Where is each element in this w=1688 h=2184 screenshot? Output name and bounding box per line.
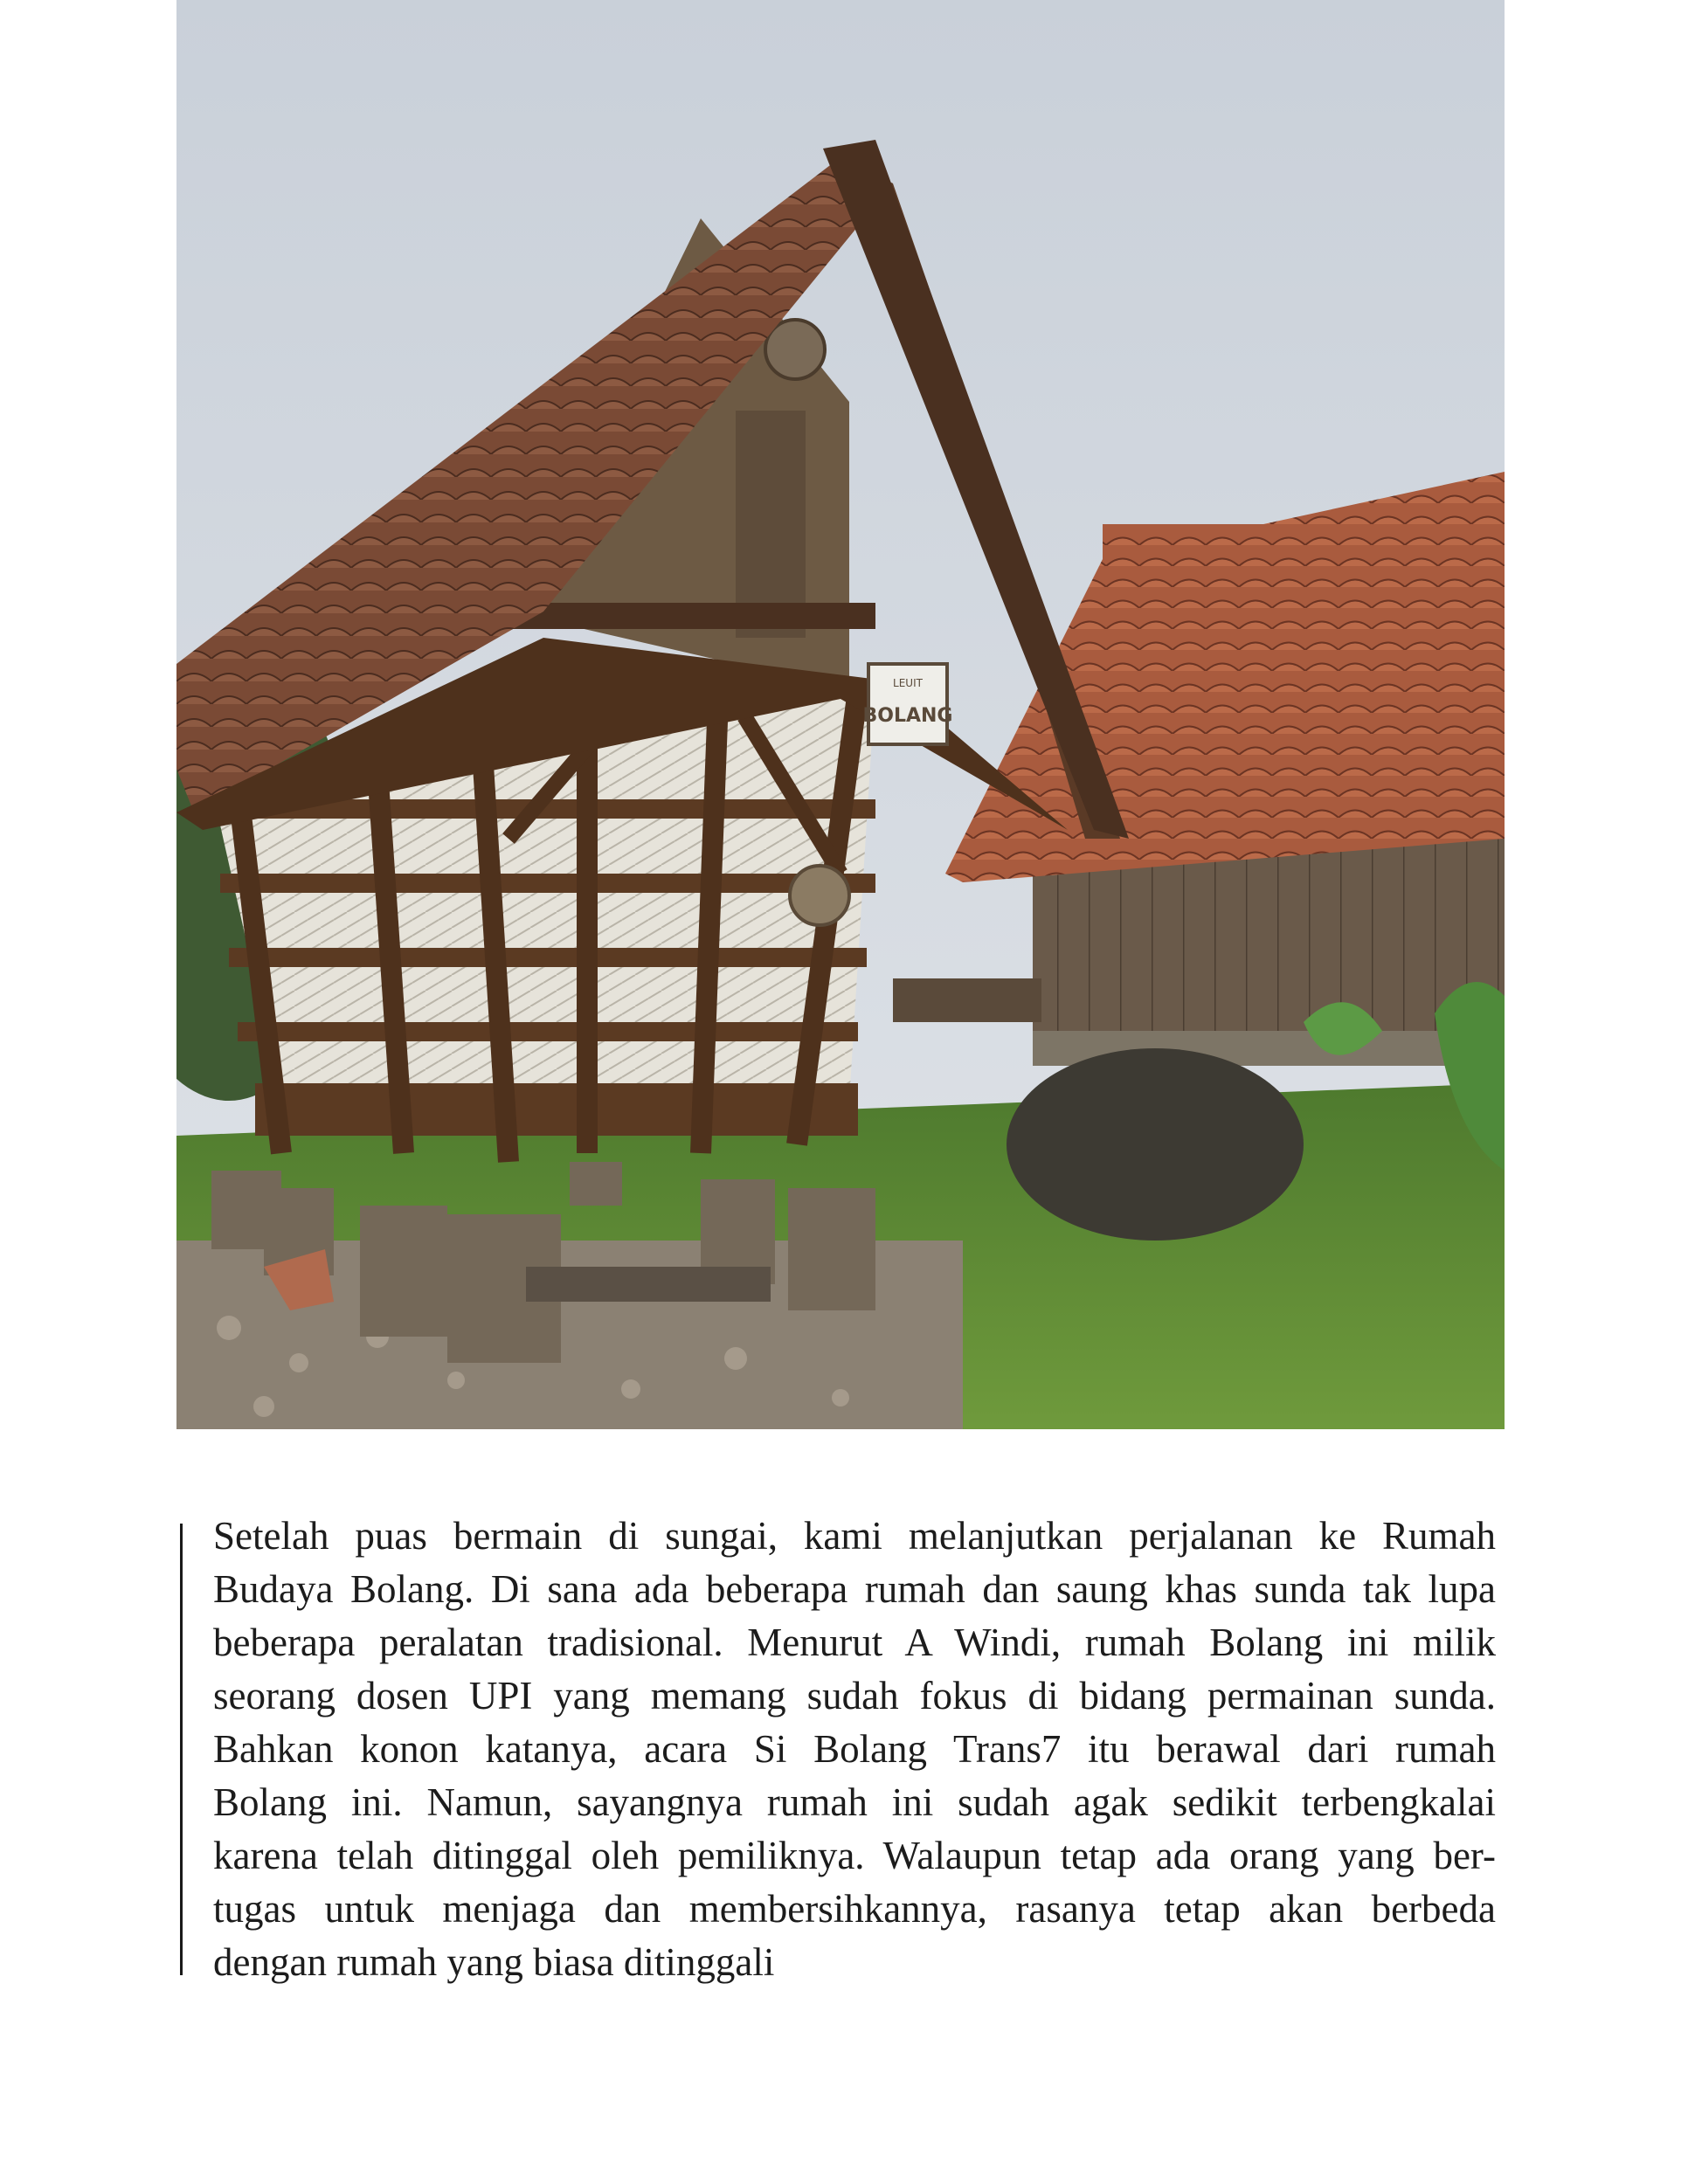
paragraph-line: beberapa peralatan tradisional. Menurut A Windi, rumah Bolang ini milik — [213, 1621, 1496, 1664]
paragraph-line: Bolang ini. Namun, sayangnya rumah ini sudah agak sedikit terbengkalai — [213, 1780, 1496, 1824]
sign-small-text: LEUIT — [893, 677, 923, 689]
paragraph-line: Setelah puas bermain di sungai, kami melanjutkan perjalanan ke Rumah — [213, 1514, 1496, 1558]
paragraph-line: tugas untuk menjaga dan membersihkannya, rasanya tetap akan berbeda — [213, 1887, 1496, 1931]
left-margin-rule — [180, 1524, 183, 1975]
paragraph-line: dengan rumah yang biasa ditinggali — [213, 1940, 775, 1984]
article-paragraph — [213, 1510, 1496, 1989]
traditional-granary-photo — [176, 0, 1505, 1429]
photo-illustration — [176, 0, 1505, 1429]
bolang-sign — [863, 664, 953, 744]
paragraph-line: karena telah ditinggal oleh pemiliknya. Walaupun tetap ada orang yang ber- — [213, 1834, 1496, 1877]
paragraph-line: Budaya Bolang. Di sana ada beberapa rumah dan saung khas sunda tak lupa — [213, 1567, 1496, 1611]
paragraph-line: Bahkan konon katanya, acara Si Bolang Trans7 itu berawal dari rumah — [213, 1727, 1496, 1771]
paragraph-line: seorang dosen UPI yang memang sudah fokus di bidang permainan sunda. — [213, 1674, 1496, 1717]
sign-text: BOLANG — [862, 705, 953, 727]
